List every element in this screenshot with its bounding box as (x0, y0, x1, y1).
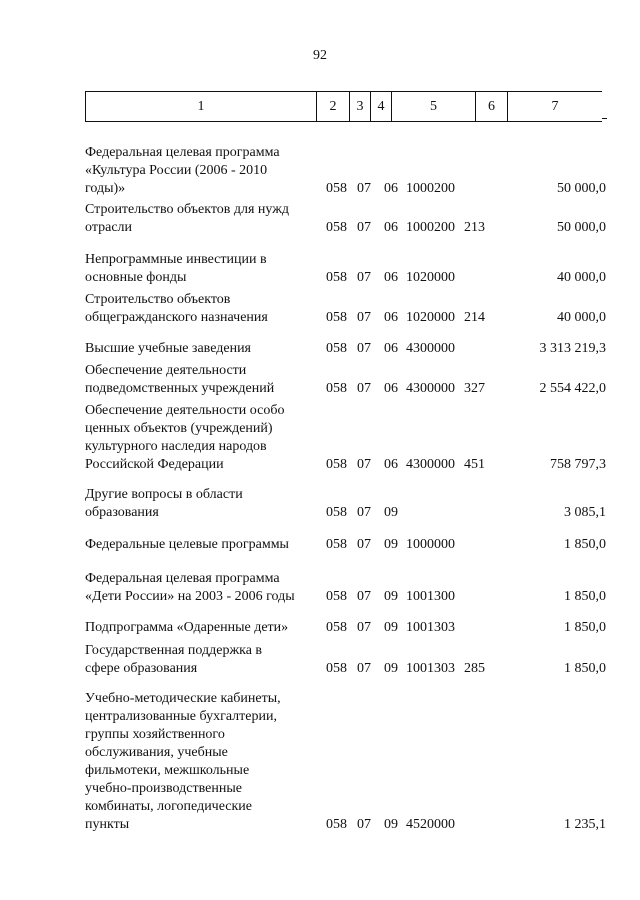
cell-subsection: 06 (384, 270, 398, 285)
table-row (0, 201, 640, 237)
cell-ved: 058 (326, 310, 347, 325)
cell-amount: 1 850,0 (564, 589, 606, 604)
cell-ved: 058 (326, 270, 347, 285)
row-name: Подпрограмма «Одаренные дети» (85, 620, 289, 635)
cell-amount: 3 085,1 (564, 505, 606, 520)
cell-target-article: 4300000 (406, 381, 455, 396)
cell-amount: 758 797,3 (550, 457, 606, 472)
row-name: Федеральные целевые программы (85, 537, 289, 552)
column-header-5: 5 (392, 92, 476, 121)
row-name: Федеральная целевая программа «Культура России (2006 - 2010 годы)» (85, 145, 280, 196)
table-row (0, 402, 640, 474)
column-header-row (85, 91, 602, 122)
cell-target-article: 1001303 (406, 620, 455, 635)
cell-target-article: 4300000 (406, 341, 455, 356)
cell-amount: 3 313 219,3 (539, 341, 606, 356)
cell-target-article: 4300000 (406, 457, 455, 472)
table-row (0, 362, 640, 398)
cell-section: 07 (357, 589, 371, 604)
cell-subsection: 06 (384, 341, 398, 356)
cell-section: 07 (357, 620, 371, 635)
row-name: Строительство объектов общегражданского назначения (85, 292, 268, 325)
row-name: Непрограммные инвестиции в основные фонды (85, 252, 267, 285)
cell-subsection: 06 (384, 381, 398, 396)
table-row (0, 619, 640, 637)
row-name: Высшие учебные заведения (85, 341, 251, 356)
table-row (0, 291, 640, 327)
cell-ved: 058 (326, 457, 347, 472)
cell-amount: 1 235,1 (564, 817, 606, 832)
row-name: Обеспечение деятельности особо ценных объектов (учреждений) культурного наследия народов Российской Федерации (85, 403, 285, 472)
cell-target-article: 1001300 (406, 589, 455, 604)
row-name: Другие вопросы в области образования (85, 487, 243, 520)
cell-subsection: 09 (384, 620, 398, 635)
cell-target-article: 4520000 (406, 817, 455, 832)
column-header-4: 4 (371, 92, 392, 121)
cell-target-article: 1020000 (406, 310, 455, 325)
cell-section: 07 (357, 817, 371, 832)
cell-ved: 058 (326, 181, 347, 196)
row-name: Государственная поддержка в сфере образования (85, 643, 263, 676)
cell-ved: 058 (326, 505, 347, 520)
table-row (0, 486, 640, 522)
cell-amount: 2 554 422,0 (539, 381, 606, 396)
cell-section: 07 (357, 505, 371, 520)
table-row (0, 340, 640, 358)
row-name: Учебно-методические кабинеты, централизованные бухгалтерии, группы хозяйственного обслуживания, учебные фильмотеки, межшкольные учебно-производственные комбинаты, логопедические пункты (85, 691, 281, 832)
row-name: Федеральная целевая программа «Дети России» на 2003 - 2006 годы (85, 571, 295, 604)
cell-ved: 058 (326, 381, 347, 396)
cell-target-article: 1000200 (406, 220, 455, 235)
cell-section: 07 (357, 310, 371, 325)
cell-ved: 058 (326, 620, 347, 635)
table-row (0, 144, 640, 198)
cell-expense-type: 214 (464, 310, 485, 325)
cell-expense-type: 213 (464, 220, 485, 235)
cell-amount: 50 000,0 (557, 220, 606, 235)
cell-section: 07 (357, 537, 371, 552)
column-header-3: 3 (350, 92, 371, 121)
cell-amount: 1 850,0 (564, 661, 606, 676)
cell-subsection: 09 (384, 589, 398, 604)
row-name: Строительство объектов для нужд отрасли (85, 202, 290, 235)
cell-target-article: 1000000 (406, 537, 455, 552)
table-row (0, 690, 640, 834)
cell-section: 07 (357, 381, 371, 396)
cell-amount: 50 000,0 (557, 181, 606, 196)
cell-section: 07 (357, 341, 371, 356)
cell-target-article: 1020000 (406, 270, 455, 285)
cell-amount: 40 000,0 (557, 270, 606, 285)
cell-ved: 058 (326, 341, 347, 356)
cell-ved: 058 (326, 220, 347, 235)
column-header-7: 7 (551, 98, 559, 114)
cell-subsection: 06 (384, 457, 398, 472)
cell-target-article: 1000200 (406, 181, 455, 196)
cell-amount: 40 000,0 (557, 310, 606, 325)
header-table-edge (602, 118, 607, 123)
cell-subsection: 09 (384, 537, 398, 552)
table-row (0, 642, 640, 678)
page-number: 92 (313, 48, 327, 63)
cell-target-article: 1001303 (406, 661, 455, 676)
table-row (0, 536, 640, 554)
cell-amount: 1 850,0 (564, 620, 606, 635)
cell-section: 07 (357, 457, 371, 472)
cell-section: 07 (357, 181, 371, 196)
cell-section: 07 (357, 270, 371, 285)
cell-ved: 058 (326, 537, 347, 552)
column-header-1: 1 (86, 92, 317, 121)
cell-ved: 058 (326, 817, 347, 832)
cell-expense-type: 327 (464, 381, 485, 396)
cell-subsection: 06 (384, 181, 398, 196)
cell-section: 07 (357, 220, 371, 235)
cell-subsection: 06 (384, 220, 398, 235)
cell-subsection: 09 (384, 661, 398, 676)
cell-ved: 058 (326, 589, 347, 604)
row-name: Обеспечение деятельности подведомственных учреждений (85, 363, 275, 396)
cell-amount: 1 850,0 (564, 537, 606, 552)
cell-subsection: 09 (384, 505, 398, 520)
column-header-6: 6 (476, 92, 508, 121)
cell-subsection: 09 (384, 817, 398, 832)
cell-expense-type: 451 (464, 457, 485, 472)
cell-subsection: 06 (384, 310, 398, 325)
table-row (0, 251, 640, 287)
cell-ved: 058 (326, 661, 347, 676)
cell-section: 07 (357, 661, 371, 676)
table-row (0, 570, 640, 606)
column-header-2: 2 (317, 92, 350, 121)
cell-expense-type: 285 (464, 661, 485, 676)
